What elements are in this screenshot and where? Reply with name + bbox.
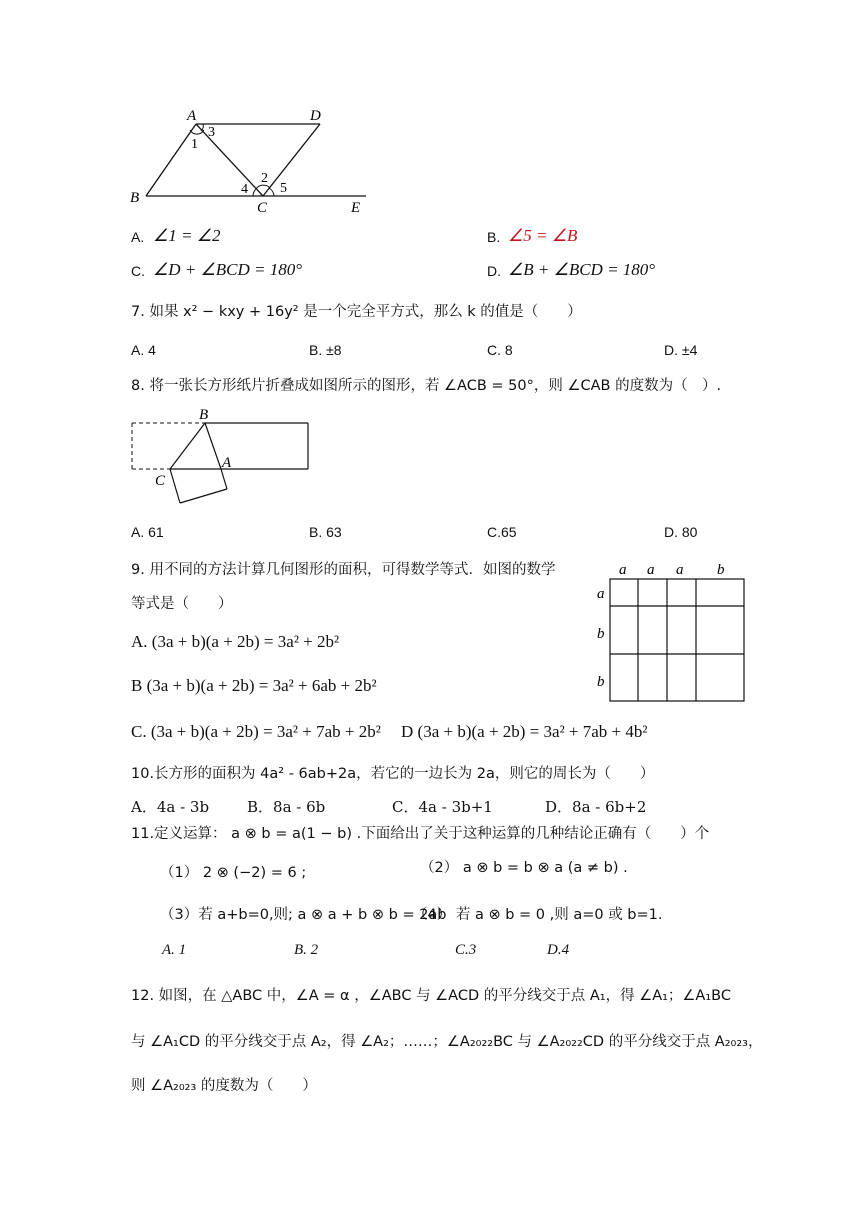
- q10-option-a: A．4a - 3b: [131, 798, 210, 816]
- q12-line3: 则 ∠A₂₀₂₃ 的度数为（ ）: [131, 1078, 317, 1094]
- grid-left-label: a: [597, 586, 605, 602]
- q11-conclusion-3: （3）若 a+b=0,则; a ⊗ a + b ⊗ b = 2ab: [160, 907, 447, 923]
- q11-option-a: A. 1: [162, 942, 187, 958]
- angle-1-label: 1: [191, 137, 198, 152]
- q7-option-b: B. ±8: [309, 342, 342, 358]
- point-D-label: D: [310, 108, 321, 124]
- q9-option-b: B (3a + b)(a + 2b) = 3a² + 6ab + 2b²: [131, 676, 377, 695]
- point-B-label: B: [130, 190, 140, 206]
- angle-3-label: 3: [208, 125, 215, 140]
- q10-option-c: C．4a - 3b+1: [392, 798, 493, 816]
- q12-line2: 与 ∠A₁CD 的平分线交于点 A₂，得 ∠A₂；……；∠A₂₀₂₂BC 与 ∠A₂₀₂₂CD 的平分线交于点 A₂₀₂₃，: [131, 1034, 763, 1050]
- angle-2-label: 2: [261, 171, 268, 186]
- angle-4-label: 4: [241, 182, 248, 197]
- q9-area-grid-figure: [588, 558, 758, 708]
- point-C-label: C: [257, 200, 268, 216]
- point-E-label: E: [351, 200, 361, 216]
- point-B-label: B: [199, 407, 209, 423]
- q8-folded-paper-figure: [125, 405, 325, 515]
- q9-option-d: D (3a + b)(a + 2b) = 3a² + 7ab + 4b²: [401, 722, 648, 741]
- grid-left-label: b: [597, 626, 605, 642]
- q11-option-c: C.3: [455, 942, 477, 958]
- q11-option-d: D.4: [547, 942, 570, 958]
- q7-option-d: D. ±4: [664, 342, 698, 358]
- q8-option-a: A. 61: [131, 524, 164, 540]
- q6-option-d-letter: D.: [487, 263, 501, 279]
- q6-option-a: ∠1 = ∠2: [153, 226, 221, 245]
- q6-option-c: ∠D + ∠BCD = 180°: [153, 260, 302, 279]
- q11-conclusion-4: （4） 若 a ⊗ b = 0 ,则 a=0 或 b=1.: [413, 907, 663, 923]
- grid-top-label: a: [647, 562, 655, 578]
- grid-left-label: b: [597, 674, 605, 690]
- q6-parallelogram-figure: [120, 100, 380, 220]
- q10-option-b: B．8a - 6b: [247, 798, 326, 816]
- q9-stem-line2: 等式是（ ）: [131, 596, 233, 612]
- q10-stem: 10.长方形的面积为 4a² - 6ab+2a，若它的一边长为 2a，则它的周长为（ ）: [131, 766, 655, 782]
- q6-option-b-letter: B.: [487, 229, 501, 245]
- q7-option-c: C. 8: [487, 342, 513, 358]
- q12-line1: 12. 如图，在 △ABC 中，∠A = α ，∠ABC 与 ∠ACD 的平分线交于点 A₁，得 ∠A₁；∠A₁BC: [131, 988, 731, 1004]
- q8-option-d: D. 80: [664, 524, 698, 540]
- q11-conclusion-2: （2） a ⊗ b = b ⊗ a (a ≠ b) .: [420, 860, 628, 876]
- q11-stem: 11.定义运算： a ⊗ b = a(1 − b) .下面给出了关于这种运算的几种结论正确有（ ）个: [131, 826, 710, 842]
- q7-stem: 7. 如果 x² − kxy + 16y² 是一个完全平方式，那么 k 的值是（ ）: [131, 304, 582, 320]
- grid-top-label: a: [619, 562, 627, 578]
- q6-option-d: ∠B + ∠BCD = 180°: [508, 260, 656, 279]
- q8-stem: 8. 将一张长方形纸片折叠成如图所示的图形，若 ∠ACB = 50°，则 ∠CAB 的度数为（ ）.: [131, 378, 722, 394]
- q6-option-b: ∠5 = ∠B: [508, 226, 578, 245]
- grid-top-label: b: [717, 562, 725, 578]
- q7-option-a: A. 4: [131, 342, 156, 358]
- q6-option-a-letter: A.: [131, 229, 145, 245]
- q8-option-b: B. 63: [309, 524, 342, 540]
- q6-option-c-letter: C.: [131, 263, 145, 279]
- point-A-label: A: [222, 455, 232, 471]
- q10-option-d: D．8a - 6b+2: [545, 798, 647, 816]
- angle-5-label: 5: [280, 181, 287, 196]
- q8-option-c: C.65: [487, 524, 517, 540]
- point-A-label: A: [187, 108, 197, 124]
- point-C-label: C: [155, 473, 166, 489]
- q11-option-b: B. 2: [294, 942, 319, 958]
- q9-stem-line1: 9. 用不同的方法计算几何图形的面积，可得数学等式．如图的数学: [131, 562, 556, 578]
- q9-option-a: A. (3a + b)(a + 2b) = 3a² + 2b²: [131, 632, 340, 651]
- q9-option-c: C. (3a + b)(a + 2b) = 3a² + 7ab + 2b²: [131, 722, 381, 741]
- grid-top-label: a: [676, 562, 684, 578]
- q11-conclusion-1: （1） 2 ⊗ (−2) = 6 ;: [160, 865, 307, 881]
